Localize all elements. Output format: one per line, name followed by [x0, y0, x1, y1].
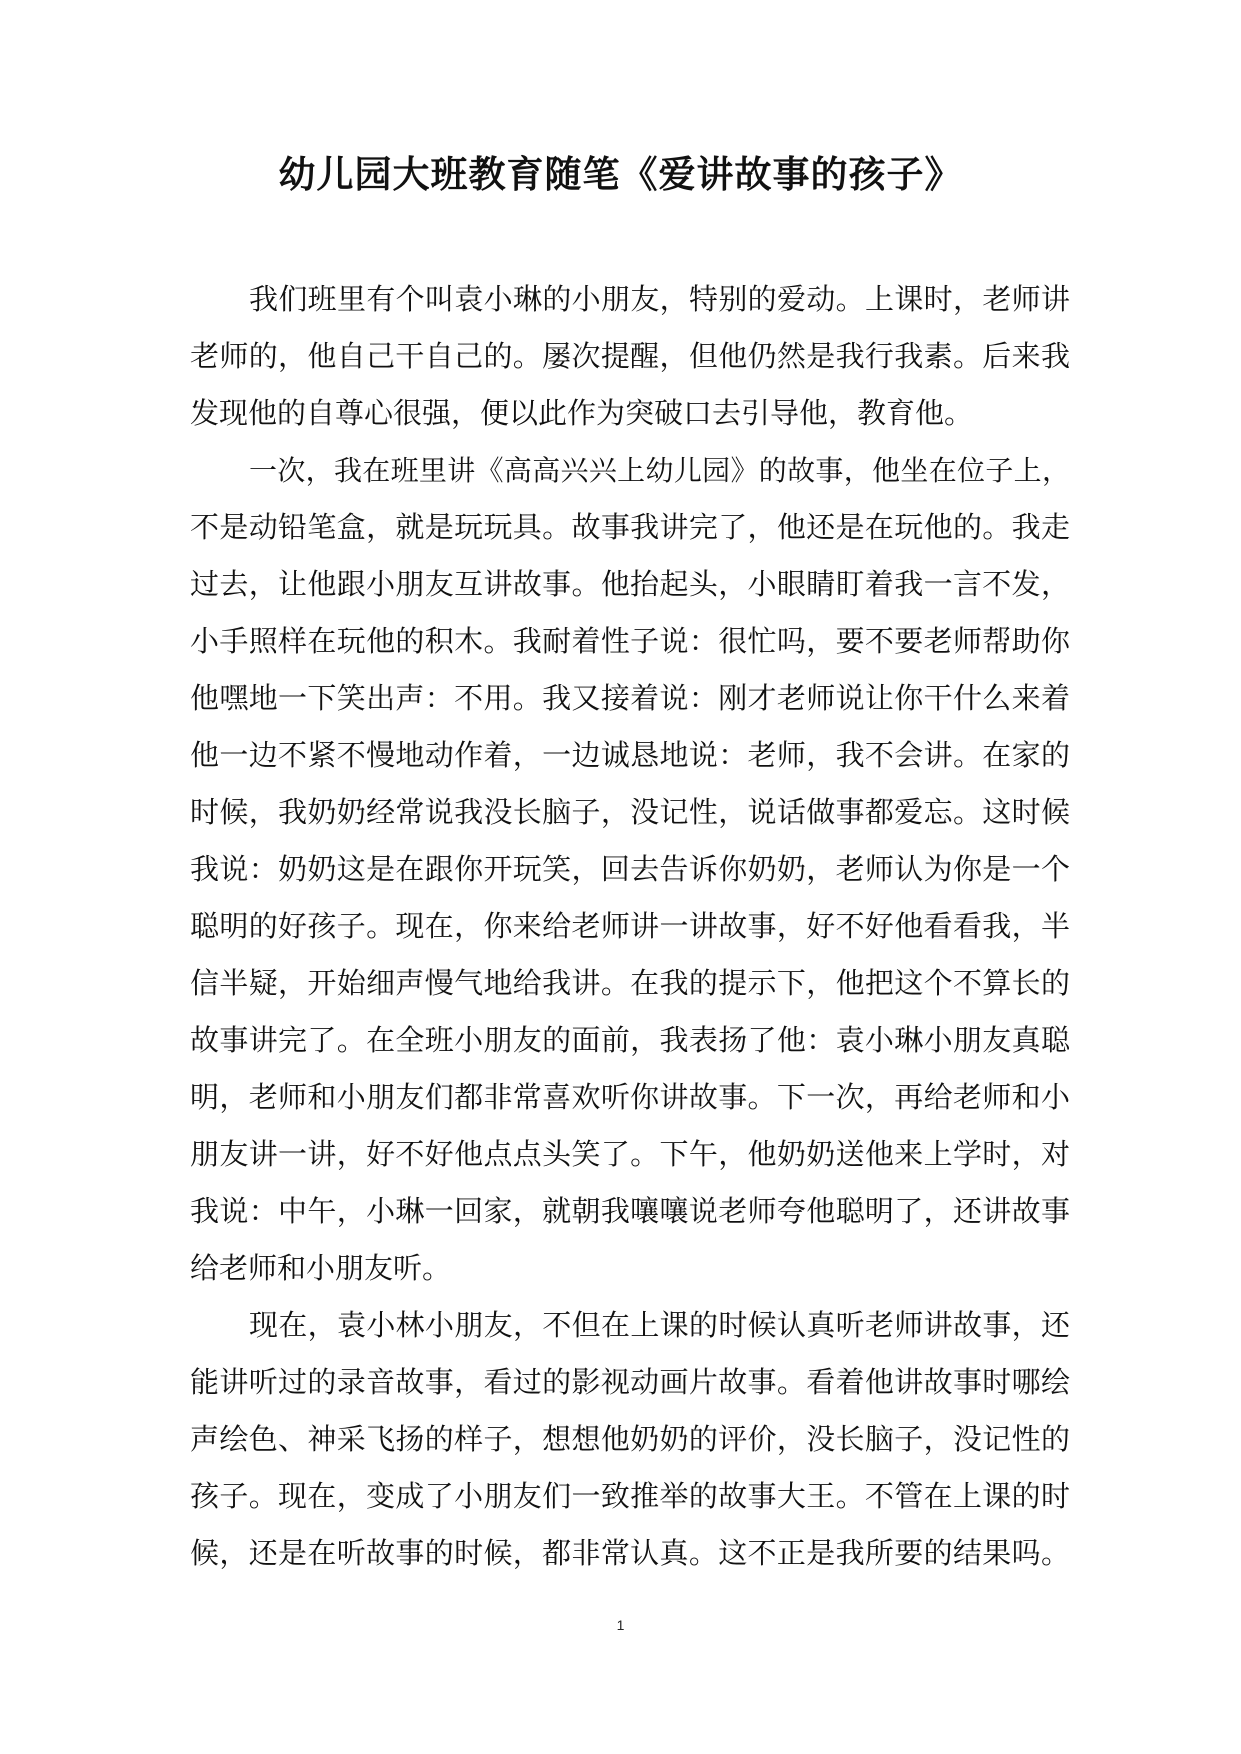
text-line: 聪明的好孩子。现在，你来给老师讲一讲故事，好不好他看看我，半	[190, 909, 1070, 943]
paragraph-2	[190, 442, 1070, 1297]
text-line: 他一边不紧不慢地动作着，一边诚恳地说：老师，我不会讲。在家的	[190, 738, 1070, 772]
text-line: 故事讲完了。在全班小朋友的面前，我表扬了他：袁小琳小朋友真聪	[190, 1023, 1070, 1057]
paragraph-3	[190, 1297, 1070, 1582]
text-line: 时候，我奶奶经常说我没长脑子，没记性，说话做事都爱忘。这时候	[190, 795, 1070, 829]
text-line: 我说：中午，小琳一回家，就朝我嚷嚷说老师夸他聪明了，还讲故事	[190, 1194, 1070, 1228]
text-line: 给老师和小朋友听。	[190, 1251, 452, 1285]
text-line: 候，还是在听故事的时候，都非常认真。这不正是我所要的结果吗。	[190, 1536, 1070, 1570]
text-line: 孩子。现在，变成了小朋友们一致推举的故事大王。不管在上课的时	[190, 1479, 1070, 1513]
text-line: 不是动铅笔盒，就是玩玩具。故事我讲完了，他还是在玩他的。我走	[190, 510, 1070, 544]
text-line: 我们班里有个叫袁小琳的小朋友，特别的爱动。上课时，老师讲	[249, 282, 1070, 316]
text-line: 老师的，他自己干自己的。屡次提醒，但他仍然是我行我素。后来我	[190, 339, 1070, 373]
paragraph-1	[190, 271, 1070, 442]
page-title: 幼儿园大班教育随笔《爱讲故事的孩子》	[278, 152, 963, 196]
text-line: 明，老师和小朋友们都非常喜欢听你讲故事。下一次，再给老师和小	[190, 1080, 1070, 1114]
page-number: 1	[616, 1617, 625, 1633]
text-line: 声绘色、神采飞扬的样子，想想他奶奶的评价，没长脑子，没记性的	[190, 1422, 1070, 1456]
text-line: 他嘿地一下笑出声：不用。我又接着说：刚才老师说让你干什么来着	[190, 681, 1070, 715]
body-text	[190, 271, 1070, 1582]
text-line: 现在，袁小林小朋友，不但在上课的时候认真听老师讲故事，还	[249, 1308, 1070, 1342]
text-line: 小手照样在玩他的积木。我耐着性子说：很忙吗，要不要老师帮助你	[190, 624, 1070, 658]
text-line: 朋友讲一讲，好不好他点点头笑了。下午，他奶奶送他来上学时，对	[190, 1137, 1070, 1171]
text-line: 我说：奶奶这是在跟你开玩笑，回去告诉你奶奶，老师认为你是一个	[190, 852, 1070, 886]
text-line: 过去，让他跟小朋友互讲故事。他抬起头，小眼睛盯着我一言不发，	[190, 567, 1070, 601]
text-line: 能讲听过的录音故事，看过的影视动画片故事。看着他讲故事时哪绘	[190, 1365, 1070, 1399]
text-line: 信半疑，开始细声慢气地给我讲。在我的提示下，他把这个不算长的	[190, 966, 1070, 1000]
text-line: 一次，我在班里讲《高高兴兴上幼儿园》的故事，他坐在位子上，	[249, 454, 1070, 487]
text-line: 发现他的自尊心很强，便以此作为突破口去引导他，教育他。	[190, 396, 974, 430]
